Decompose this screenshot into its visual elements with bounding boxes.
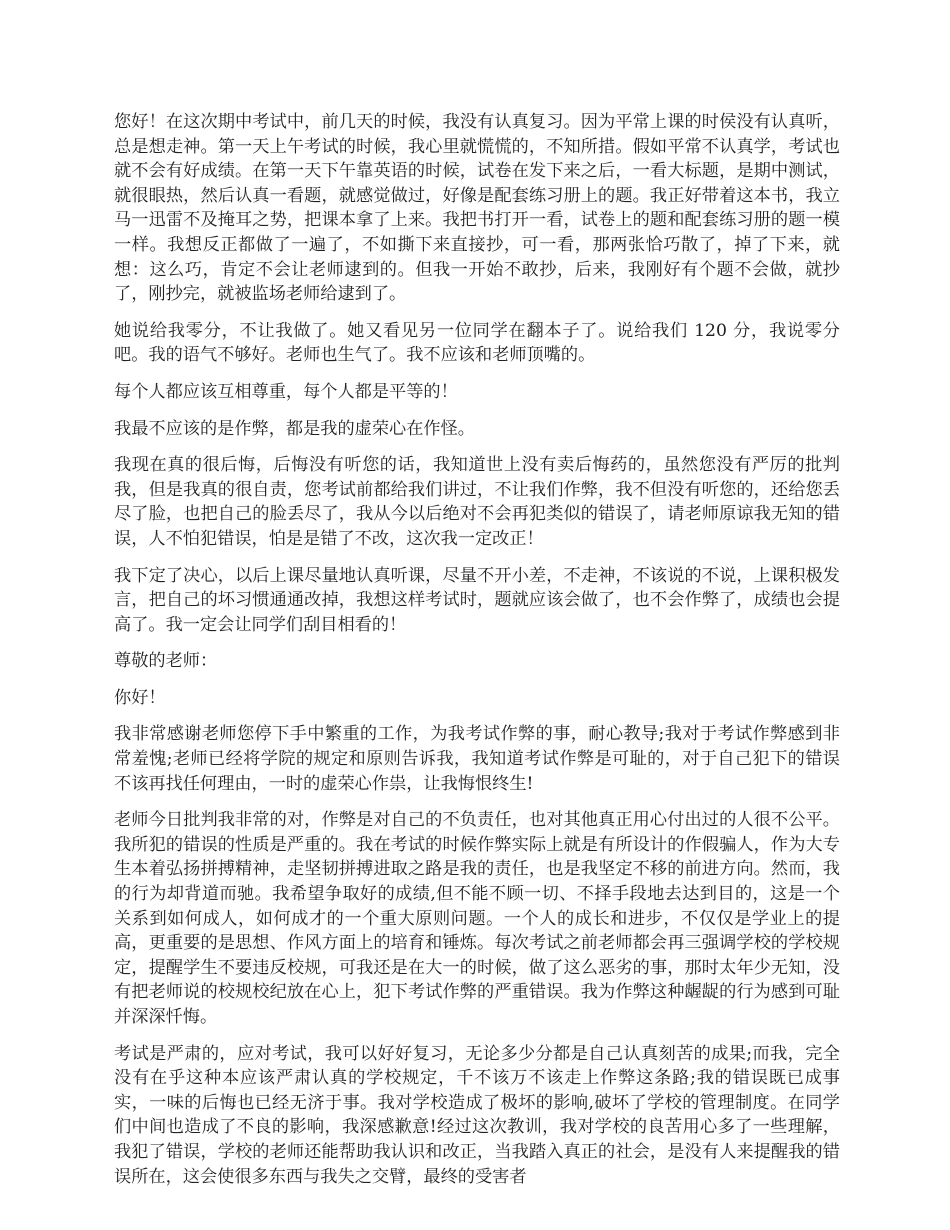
paragraph-6: 我下定了决心，以后上课尽量地认真听课，尽量不开小差，不走神，不该说的不说，上课积极发言，把自己的坏习惯通通改掉，我想这样考试时，题就应该会做了，也不会作弊了，成绩也会提高了。我一定会让同学们刮目相看的！: [114, 565, 840, 635]
document-page: [114, 110, 840, 1201]
salutation: 尊敬的老师：: [114, 651, 218, 672]
paragraph-2: 她说给我零分，不让我做了。她又看见另一位同学在翻本子了。说给我们 120 分，我说零分吧。我的语气不够好。老师也生气了。我不应该和老师顶嘴的。: [114, 320, 840, 366]
paragraph-9: 我非常感谢老师您停下手中繁重的工作，为我考试作弊的事，耐心教导;我对于考试作弊感到非常羞愧;老师已经将学院的规定和原则告诉我，我知道考试作弊是可耻的，对于自己犯下的错误不该再找任何理由，一时的虚荣心作祟，让我悔恨终生!: [114, 724, 840, 794]
paragraph-5: 我现在真的很后悔，后悔没有听您的话，我知道世上没有卖后悔药的，虽然您没有严厉的批判我，但是我真的很自责，您考试前都给我们讲过，不让我们作弊，我不但没有听您的，还给您丢尽了脸，也把自己的脸丢尽了，我从今以后绝对不会再犯类似的错误了，请老师原谅我无知的错误，人不怕犯错误，怕是是错了不改，这次我一定改正！: [114, 455, 840, 549]
paragraph-10: 老师今日批判我非常的对，作弊是对自己的不负责任，也对其他真正用心付出过的人很不公平。我所犯的错误的性质是严重的。我在考试的时候作弊实际上就是有所设计的作假骗人，作为大专生本着弘扬拼搏精神，走坚韧拼搏进取之路是我的责任，也是我坚定不移的前进方向。然而，我的行为却背道而驰。我希望争取好的成绩,但不能不顾一切、不择手段地去达到目的，这是一个关系到如何成人，如何成才的一个重大原则问题。一个人的成长和进步，不仅仅是学业上的提高，更重要的是思想、作风方面上的培育和锤炼。每次考试之前老师都会再三强调学校的学校规定，提醒学生不要违反校规，可我还是在大一的时候，做了这么恶劣的事，那时太年少无知，没有把老师说的校规校纪放在心上，犯下考试作弊的严重错误。我为作弊这种龌龊的行为感到可耻并深深忏悔。: [114, 810, 840, 1027]
paragraph-4: 我最不应该的是作弊，都是我的虚荣心在作怪。: [114, 418, 475, 439]
paragraph-11: 考试是严肃的，应对考试，我可以好好复习，无论多少分都是自己认真刻苦的成果;而我，完全没有在乎这种本应该严肃认真的学校规定，千不该万不该走上作弊这条路;我的错误既已成事实，一味的后悔也已经无济于事。我对学校造成了极坏的影响,破坏了学校的管理制度。在同学们中间也造成了不良的影响，我深感歉意!经过这次教训，我对学校的良苦用心多了一些理解，我犯了错误，学校的老师还能帮助我认识和改正，当我踏入真正的社会，是没有人来提醒我的错误所在，这会使很多东西与我失之交臂，最终的受害者: [114, 1043, 840, 1187]
greeting: 你好！: [114, 687, 166, 708]
paragraph-3: 每个人都应该互相尊重，每个人都是平等的！: [114, 381, 458, 402]
paragraph-1: 您好！在这次期中考试中，前几天的时候，我没有认真复习。因为平常上课的时侯没有认真听，总是想走神。第一天上午考试的时候，我心里就慌慌的，不知所措。假如平常不认真学，考试也就不会有好成绩。在第一天下午靠英语的时候，试卷在发下来之后，一看大标题，是期中测试，就很眼热，然后认真一看题，就感觉做过，好像是配套练习册上的题。我正好带着这本书，我立马一迅雷不及掩耳之势，把课本拿了上来。我把书打开一看，试卷上的题和配套练习册的题一模一样。我想反正都做了一遍了，不如撕下来直接抄，可一看，那两张恰巧散了，掉了下来，就想：这么巧，肯定不会让老师逮到的。但我一开始不敢抄，后来，我刚好有个题不会做，就抄了，刚抄完，就被监场老师给逮到了。: [114, 112, 840, 305]
